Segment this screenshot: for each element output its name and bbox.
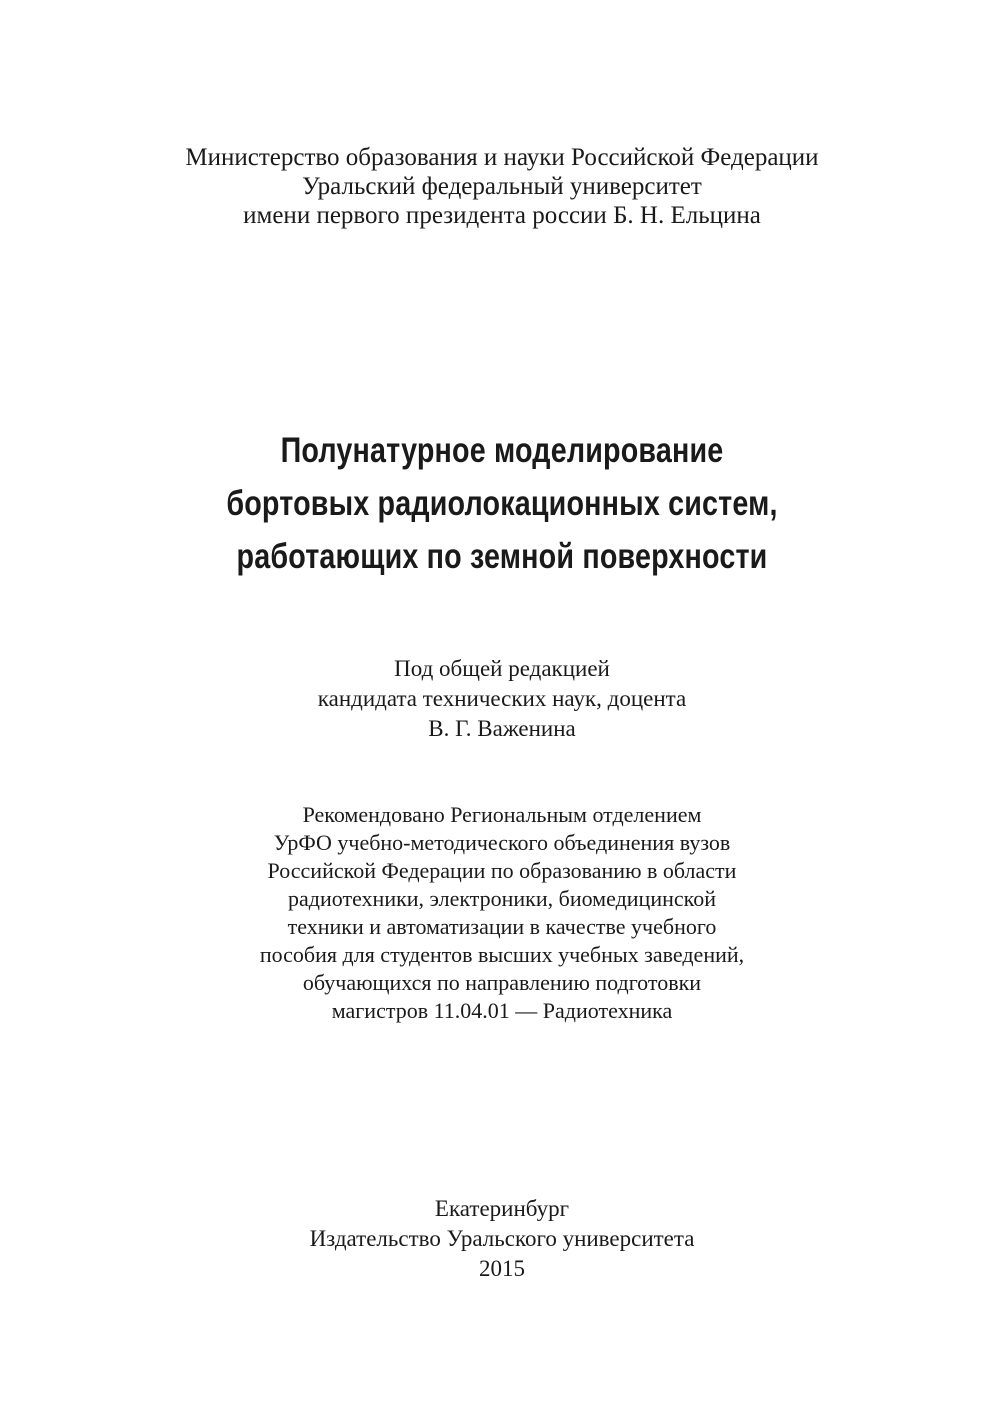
- ministry-line: Министерство образования и науки Российской Федерации: [185, 144, 819, 171]
- recommendation-line: обучающихся по направлению подготовки: [302, 970, 702, 995]
- recommendation-line: пособия для студентов высших учебных заведений,: [259, 942, 745, 967]
- editor-name: В. Г. Важенина: [428, 716, 576, 741]
- recommendation-line: магистров 11.04.01 — Радиотехника: [331, 998, 673, 1023]
- recommendation-line: техники и автоматизации в качестве учебного: [287, 914, 717, 939]
- title-line-1: Полунатурное моделирование: [280, 431, 724, 470]
- imprint-city: Екатеринбург: [434, 1196, 570, 1221]
- recommendation-line: Рекомендовано Региональным отделением: [302, 802, 702, 827]
- ministry-header: [0, 143, 1004, 230]
- title-line-2: бортовых радиолокационных систем,: [226, 484, 778, 523]
- recommendation-note: [0, 801, 1004, 1025]
- recommendation-line: УрФО учебно-методического объединения вузов: [273, 830, 731, 855]
- imprint: [0, 1194, 1004, 1284]
- editor-credit: [0, 654, 1004, 744]
- book-title: [90, 424, 913, 583]
- university-line: Уральский федеральный университет: [302, 173, 702, 200]
- title-line-3: работающих по земной поверхности: [236, 537, 768, 576]
- recommendation-line: радиотехники, электроники, биомедицинской: [288, 886, 716, 911]
- university-named-line: имени первого президента россии Б. Н. Ельцина: [243, 202, 761, 229]
- editor-line-1: Под общей редакцией: [394, 656, 610, 681]
- editor-line-2: кандидата технических наук, доцента: [317, 686, 687, 711]
- imprint-year: 2015: [479, 1256, 525, 1281]
- imprint-publisher: Издательство Уральского университета: [309, 1226, 695, 1251]
- recommendation-line: Российской Федерации по образованию в области: [267, 858, 737, 883]
